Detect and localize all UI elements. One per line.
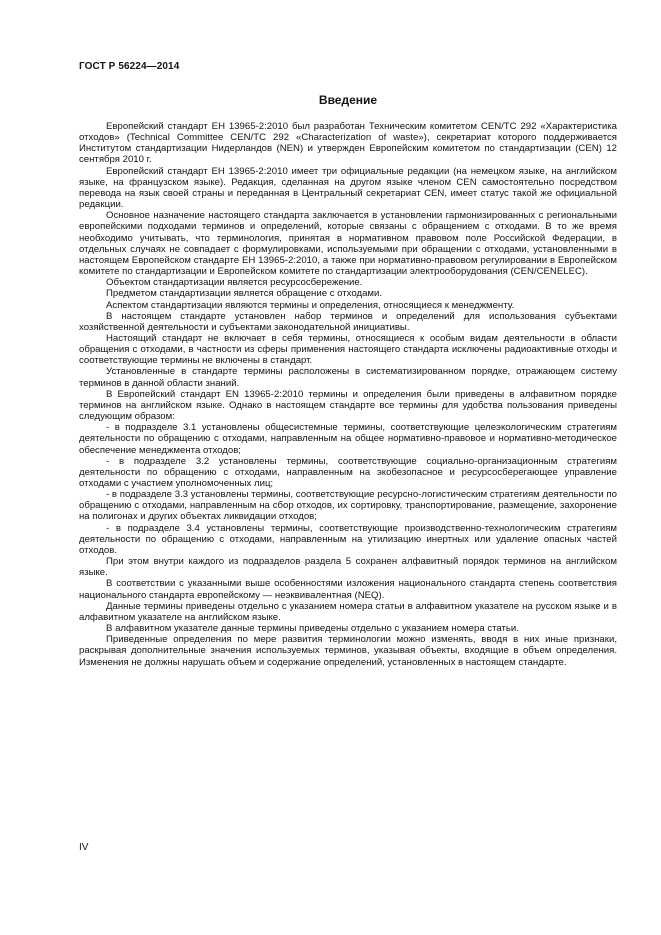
paragraph: Установленные в стандарте термины расположены в систематизированном порядке, отражающем систему терминов в данной области знаний. xyxy=(79,366,617,389)
paragraph: Аспектом стандартизации являются термины и определения, относящиеся к менеджменту. xyxy=(106,299,515,311)
paragraph: Настоящий стандарт не включает в себя термины, относящиеся к особым видам деятельности в области обращения с отходами, в частности из сферы применения настоящего стандарта исключены радиоактивные отходы и соответствующие термины не включены в стандарт. xyxy=(79,332,617,367)
list-item: - в подразделе 3.4 установлены термины, соответствующие производственно-технологическим стратегиям деятельности по обращению с отходами, направленным на утилизацию инертных или удаление опасных частей отходов. xyxy=(79,522,617,556)
paragraph: В Европейский стандарт EN 13965-2:2010 термины и определения были приведены в алфавитном порядке терминов на английском языке. Однако в настоящем стандарте все термины для удобства пользования приведены следующим образом: xyxy=(79,388,617,423)
paragraph: Предметом стандартизации является обращение с отходами. xyxy=(106,288,383,300)
list-item: - в подразделе 3.3 установлены термины, соответствующие ресурсно-логистическим стратегиям деятельности по обращению с отходами, направленным на сбор отходов, их сортировку, транспортирование, размещение, захоронение на полигонах и других объектах ликвидации отходов; xyxy=(79,489,617,523)
paragraph: Данные термины приведены отдельно с указанием номера статьи в алфавитном указателе на русском языке и в алфавитном указателе на английском языке. xyxy=(79,600,617,623)
paragraph: Объектом стандартизации является ресурсосбережение. xyxy=(106,277,363,289)
introduction-body xyxy=(79,121,617,668)
list-item: - в подразделе 3.2 установлены термины, соответствующие социально-организационным стратегиям деятельности по обращению с отходами, направленным на экобезопасное и ресурсосберегающее управление отходами с участием уполномоченных лиц; xyxy=(79,455,617,489)
standard-code: ГОСТ Р 56224—2014 xyxy=(79,61,180,72)
paragraph: В соответствии с указанными выше особенностями изложения национального стандарта степень соответствия национального стандарта европейскому — неэквивалентная (NEQ). xyxy=(79,578,617,601)
paragraph: При этом внутри каждого из подразделов раздела 5 сохранен алфавитный порядок терминов на английском языке. xyxy=(79,556,617,579)
section-title: Введение xyxy=(318,93,378,107)
paragraph: Европейский стандарт ЕН 13965-2:2010 имеет три официальные редакции (на немецком языке, на английском языке, на французском языке). Редакция, сделанная на другом языке членом CEN самостоятельно посредством перевода на язык своей страны и переданная в Центральный секретариат CEN, имеет статус такой же официальной редакции. xyxy=(79,165,617,211)
paragraph: Основное назначение настоящего стандарта заключается в установлении гармонизированных с региональными европейскими подходами терминов и определений, которые связаны с обращением с отходами. В то же время необходимо учитывать, что терминология, принятая в нормативном правовом поле Российской Федерации, в отдельных случаях не совпадает с формулировками, используемыми при обращении с отходами, установленными в настоящем Европейском стандарте ЕН 13965-2:2010, а также при нормативно-правовом регулировании в Европейском комитете по стандартизации и Европейском комитете по стандартизации электрооборудования (CEN/CENELEC). xyxy=(79,210,617,278)
paragraph: В настоящем стандарте установлен набор терминов и определений для использования субъектами хозяйственной деятельности и субъектами законодательной инициативы. xyxy=(79,310,617,333)
page-number: IV xyxy=(79,842,89,853)
paragraph: Европейский стандарт ЕН 13965-2:2010 был разработан Техническим комитетом CEN/TC 292 «Характеристика отходов» (Technical Committee CEN/TC 292 «Characterization of waste»), секретариат которого поддерживается Институтом стандартизации Нидерландов (NEN) и утвержден Европейским комитетом по стандартизации (CEN) 12 сентября 2010 г. xyxy=(79,121,617,166)
paragraph: Приведенные определения по мере развития терминологии можно изменять, вводя в них иные признаки, раскрывая дополнительные значения используемых терминов, указывая объекты, входящие в объем определения. Изменения не должны нарушать объем и содержание определений, установленных в настоящем стандарте. xyxy=(79,634,617,668)
list-item: - в подразделе 3.1 установлены общесистемные термины, соответствующие целеэкологическим стратегиям деятельности по обращению с отходами, направленным на общее нормативно-правовое и нормативно-методическое обеспечение менеджмента отходов; xyxy=(79,422,617,456)
paragraph: В алфавитном указателе данные термины приведены отдельно с указанием номера статьи. xyxy=(106,623,519,635)
